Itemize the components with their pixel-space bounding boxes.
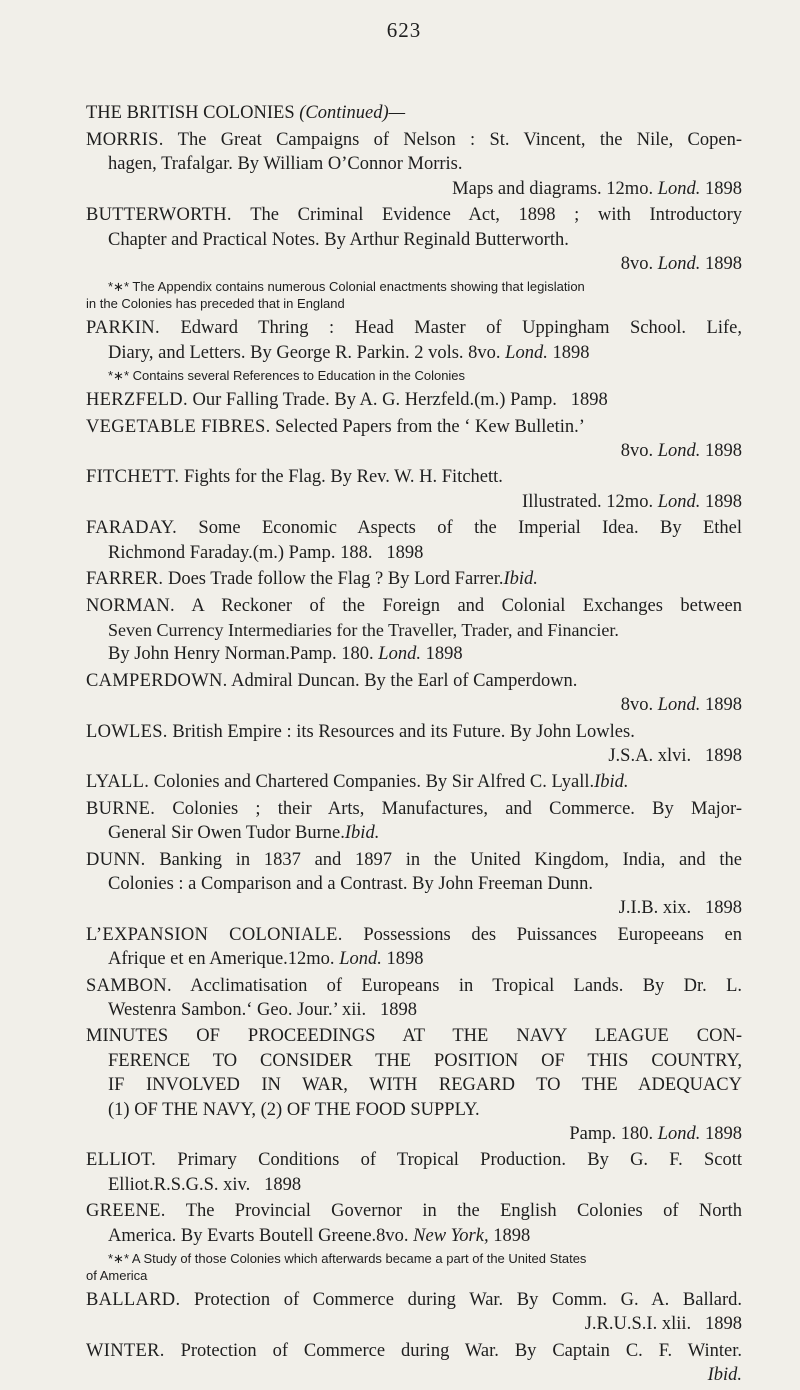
entry-place: New York, xyxy=(413,1225,489,1246)
entry-year: 1898 xyxy=(380,1000,418,1020)
entry-format: 8vo. xyxy=(620,441,654,462)
entry-text: Possessions des Puissances Europeeans en xyxy=(363,924,743,945)
entry-place: Lond. xyxy=(657,491,701,512)
entry-ibid: Ibid. xyxy=(594,772,629,793)
entry-year: 1898 xyxy=(705,1124,742,1145)
entry-year: 1898 xyxy=(570,390,608,411)
note-text: of America xyxy=(86,1268,148,1284)
entry-text: Colonies and Chartered Companies. By Sir Alfred C. Lyall. xyxy=(153,772,595,793)
entry-year: 1898 xyxy=(552,342,590,363)
entry-author: FARRER. xyxy=(86,569,164,590)
entry-journal: R.S.G.S. xiv. xyxy=(153,1174,251,1195)
entry-author: HERZFELD. xyxy=(86,390,188,411)
entry-ballard xyxy=(86,1288,742,1337)
entry-note xyxy=(86,367,742,384)
entry-year: 1898 xyxy=(705,695,742,716)
entry-farrer xyxy=(86,567,742,591)
entry-year: 1898 xyxy=(705,745,742,766)
note-text: *∗* The Appendix contains numerous Colonial enactments showing that legislation xyxy=(108,279,585,295)
entry-text: General Sir Owen Tudor Burne. xyxy=(108,823,345,844)
entry-author: FARADAY. xyxy=(86,518,177,539)
entry-year: 1898 xyxy=(264,1174,302,1195)
entry-author: BUTTERWORTH. xyxy=(86,205,232,226)
entry-journal: ‘ Geo. Jour.’ xii. xyxy=(246,1000,367,1020)
entry-winter xyxy=(86,1339,742,1388)
entry-author: LYALL. xyxy=(86,772,150,793)
note-text: in the Colonies has preceded that in England xyxy=(86,296,345,312)
entry-year: 1898 xyxy=(705,1314,742,1335)
entry-text: Westenra Sambon. xyxy=(108,1000,247,1020)
entry-vegetable-fibres xyxy=(86,415,742,464)
entry-year: 1898 xyxy=(705,254,742,275)
entry-author: NORMAN. xyxy=(86,595,175,616)
entry-text: Our Falling Trade. By A. G. Herzfeld. xyxy=(192,390,475,411)
entry-journal: J.R.U.S.I. xlii. xyxy=(584,1314,692,1335)
entry-format: Pamp. 180. xyxy=(289,644,374,665)
entry-format: 8vo. xyxy=(376,1225,409,1246)
entry-year: 1898 xyxy=(705,178,742,199)
entry-text: Some Economic Aspects of the Imperial Idea. By Ethel xyxy=(198,518,743,539)
entry-text: Acclimatisation of Europeans in Tropical Lands. By Dr. L. xyxy=(190,975,742,996)
entry-text: British Empire : its Resources and its Future. By John Lowles. xyxy=(172,721,635,742)
entry-text: Chapter and Practical Notes. By Arthur Reginald Butterworth. xyxy=(108,229,569,250)
entry-text: Elliot. xyxy=(108,1174,154,1195)
entry-note xyxy=(86,278,742,312)
entry-text: Colonies : a Comparison and a Contrast. By John Freeman Dunn. xyxy=(108,873,594,894)
entry-note xyxy=(86,1250,742,1284)
entry-text: MINUTES OF PROCEEDINGS AT THE NAVY LEAGUE CON- xyxy=(86,1026,742,1047)
entry-butterworth xyxy=(86,203,742,276)
entry-author: L’EXPANSION COLONIALE. xyxy=(86,924,343,945)
note-text: *∗* Contains several References to Education in the Colonies xyxy=(108,368,466,384)
entry-journal: J.S.A. xlvi. xyxy=(608,745,692,766)
entry-place: Lond. xyxy=(657,178,701,199)
entry-text: Does Trade follow the Flag ? By Lord Farrer. xyxy=(167,569,504,590)
entry-author: VEGETABLE FIBRES. xyxy=(86,416,271,437)
entry-author: GREENE. xyxy=(86,1201,166,1222)
entry-fitchett xyxy=(86,465,742,514)
entry-text: Admiral Duncan. By the Earl of Camperdown. xyxy=(231,670,578,691)
entry-text: Diary, and Letters. By George R. Parkin. 2 vols. 8vo. xyxy=(108,342,501,363)
entry-camperdown xyxy=(86,669,742,718)
entry-author: PARKIN. xyxy=(86,318,160,339)
entry-text: hagen, Trafalgar. By William O’Connor Morris. xyxy=(108,154,463,175)
entry-format: 12mo. xyxy=(287,949,335,970)
entry-author: BURNE. xyxy=(86,798,156,819)
entry-format: (m.) Pamp. 188. xyxy=(252,542,373,563)
entry-year: 1898 xyxy=(386,542,424,563)
entry-year: 1898 xyxy=(493,1225,531,1246)
entry-author: FITCHETT. xyxy=(86,467,180,488)
entry-format: 8vo. xyxy=(620,695,654,716)
entry-navy-league-minutes xyxy=(86,1024,742,1146)
entry-herzfeld xyxy=(86,388,742,412)
entry-text: Afrique et en Amerique. xyxy=(108,949,288,970)
entry-format: (m.) Pamp. xyxy=(474,390,557,411)
entry-year: 1898 xyxy=(705,491,742,512)
entry-text: Protection of Commerce during War. By Comm. G. A. Ballard. xyxy=(194,1290,743,1311)
entry-burne xyxy=(86,797,742,846)
entry-author: MORRIS. xyxy=(86,130,164,150)
entry-text: Primary Conditions of Tropical Production. By G. F. Scott xyxy=(177,1150,742,1171)
entry-text: The Provincial Governor in the English Colonies of North xyxy=(185,1201,742,1222)
entry-format: Illustrated. 12mo. xyxy=(522,491,654,512)
entry-place: Lond. xyxy=(339,949,382,970)
entry-format: Pamp. 180. xyxy=(569,1124,654,1145)
entry-author: DUNN. xyxy=(86,849,146,870)
bibliography-list xyxy=(86,128,742,1390)
entry-author: WINTER. xyxy=(86,1340,165,1361)
entry-author: BALLARD. xyxy=(86,1290,181,1311)
entry-place: Lond. xyxy=(657,254,701,275)
entry-text: Selected Papers from the ‘ Kew Bulletin.’ xyxy=(275,416,585,437)
entry-elliot xyxy=(86,1148,742,1197)
entry-expansion-coloniale xyxy=(86,923,742,972)
entry-format: 8vo. xyxy=(620,254,654,275)
entry-year: 1898 xyxy=(386,949,424,970)
entry-place: Lond. xyxy=(378,644,421,665)
entry-journal: J.I.B. xix. xyxy=(618,898,692,919)
entry-parkin xyxy=(86,316,742,365)
entry-text: Colonies ; their Arts, Manufactures, and Commerce. By Major- xyxy=(172,798,742,819)
entry-text: Protection of Commerce during War. By Captain C. F. Winter. xyxy=(180,1340,742,1361)
entry-lyall xyxy=(86,770,742,794)
entry-morris xyxy=(86,128,742,201)
entry-faraday xyxy=(86,516,742,565)
section-continued: (Continued)— xyxy=(299,103,406,123)
entry-lowles xyxy=(86,720,742,769)
entry-text: Banking in 1837 and 1897 in the United Kingdom, India, and the xyxy=(159,849,742,870)
entry-author: LOWLES. xyxy=(86,721,168,742)
entry-ibid: Ibid. xyxy=(707,1365,742,1386)
entry-greene xyxy=(86,1199,742,1248)
entry-year: 1898 xyxy=(425,644,463,665)
entry-format: Maps and diagrams. 12mo. xyxy=(452,178,654,199)
entry-norman xyxy=(86,594,742,667)
page-number: 623 xyxy=(386,18,422,42)
entry-author: SAMBON. xyxy=(86,975,172,996)
entry-year: 1898 xyxy=(705,441,742,462)
entry-author: CAMPERDOWN. xyxy=(86,670,228,691)
entry-text: The Great Campaigns of Nelson : St. Vincent, the Nile, Copen- xyxy=(177,130,742,150)
note-text: *∗* A Study of those Colonies which afterwards became a part of the United States xyxy=(108,1251,587,1267)
entry-text: Edward Thring : Head Master of Uppingham School. Life, xyxy=(180,318,742,339)
entry-dunn xyxy=(86,848,742,921)
section-heading xyxy=(86,103,405,124)
entry-text: (1) OF THE NAVY, (2) OF THE FOOD SUPPLY. xyxy=(108,1099,480,1120)
entry-text: Fights for the Flag. By Rev. W. H. Fitchett. xyxy=(183,467,503,488)
entry-sambon xyxy=(86,974,742,1023)
entry-place: Lond. xyxy=(657,441,701,462)
entry-text: Richmond Faraday. xyxy=(108,542,253,563)
entry-ibid: Ibid. xyxy=(503,569,538,590)
entry-place: Lond. xyxy=(657,695,701,716)
entry-place: Lond. xyxy=(657,1124,701,1145)
entry-text: IF INVOLVED IN WAR, WITH REGARD TO THE ADEQUACY xyxy=(108,1075,742,1096)
entry-place: Lond. xyxy=(505,342,548,363)
entry-year: 1898 xyxy=(705,898,742,919)
entry-text: FERENCE TO CONSIDER THE POSITION OF THIS COUNTRY, xyxy=(108,1050,742,1071)
entry-ibid: Ibid. xyxy=(344,823,380,844)
entry-text: Seven Currency Intermediaries for the Traveller, Trader, and Financier. xyxy=(108,619,619,640)
entry-text: By John Henry Norman. xyxy=(108,644,290,665)
entry-text: America. By Evarts Boutell Greene. xyxy=(108,1225,377,1246)
entry-text: A Reckoner of the Foreign and Colonial Exchanges between xyxy=(191,595,743,616)
section-title: THE BRITISH COLONIES xyxy=(86,103,295,123)
entry-text: The Criminal Evidence Act, 1898 ; with Introductory xyxy=(250,205,742,226)
entry-author: ELLIOT. xyxy=(86,1150,157,1171)
